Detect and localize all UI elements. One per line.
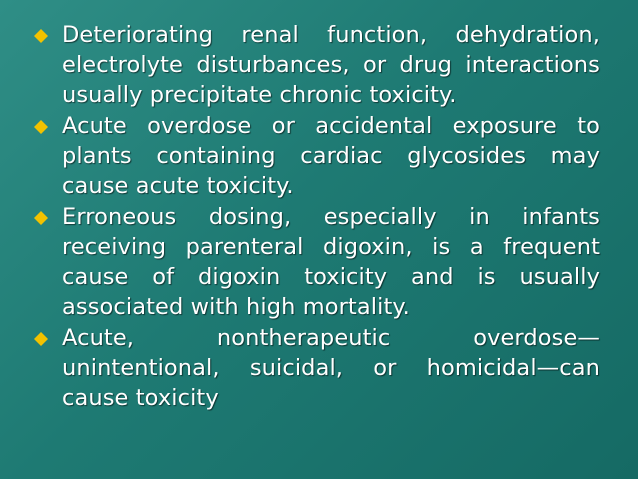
bullet-item <box>32 20 600 110</box>
bullet-item <box>32 111 600 201</box>
bullet-item <box>32 202 600 322</box>
bullet-text: Erroneous dosing, especially in infants receiving parenteral digoxin, is a frequent cause of digoxin toxicity and is usually associated with high mortality. <box>62 204 600 320</box>
bullet-text: Acute overdose or accidental exposure to plants containing cardiac glycosides may cause acute toxicity. <box>62 113 600 199</box>
diamond-bullet-icon <box>32 323 62 353</box>
diamond-bullet-icon <box>32 20 62 50</box>
bullet-list <box>32 20 600 414</box>
bullet-item <box>32 323 600 413</box>
diamond-bullet-icon <box>32 111 62 141</box>
bullet-text: Deteriorating renal function, dehydration, electrolyte disturbances, or drug interactions usually precipitate chronic toxicity. <box>62 22 600 108</box>
diamond-bullet-icon <box>32 202 62 232</box>
bullet-text: Acute, nontherapeutic overdose—unintentional, suicidal, or homicidal—can cause toxicity <box>62 325 600 411</box>
